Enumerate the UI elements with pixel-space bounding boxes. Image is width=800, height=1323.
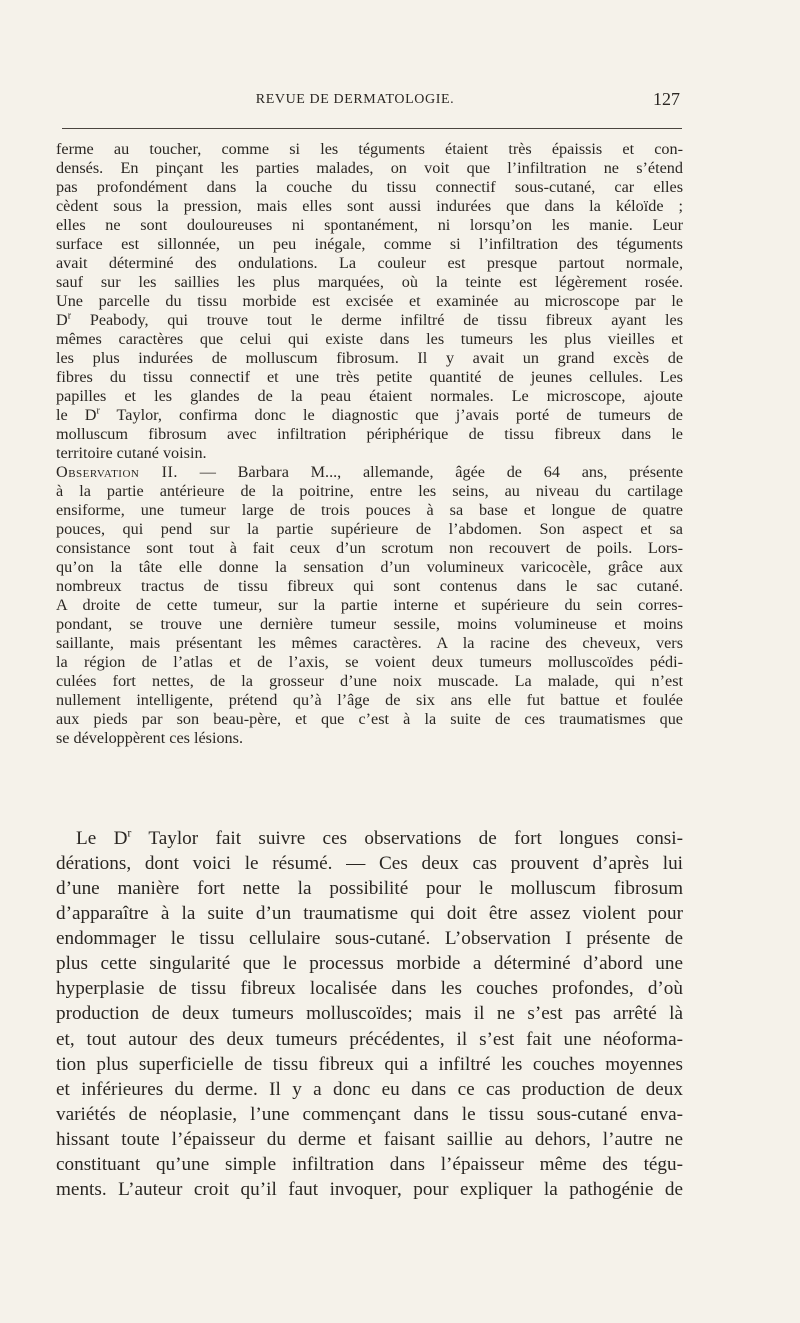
text-line: nombreux tractus de tissu fibreux qui sont contenus dans le sac cutané. [56,577,683,596]
text-line: avait déterminé des ondulations. La couleur est presque partout normale, [56,254,683,273]
text-line: Une parcelle du tissu morbide est excisée et examinée au microscope par le [56,292,683,311]
observation-line: Observation II. — Barbara M..., allemande, âgée de 64 ans, présente [56,463,684,482]
discussion-text [56,826,683,1202]
case-report-text [56,140,683,749]
text-line: mêmes caractères que celui qui existe dans les tumeurs les plus vieilles et [56,330,683,349]
text-line: consistance sont tout à fait ceux d’un scrotum non recouvert de poils. Lors- [56,539,683,558]
text-line: pondant, se trouve une dernière tumeur sessile, moins volumineuse et moins [56,615,683,634]
text-line: surface est sillonnée, un peu inégale, comme si l’infiltration des téguments [56,235,683,254]
text-line: saillante, mais présentant les mêmes caractères. A la racine des cheveux, vers [56,634,683,653]
header-rule [62,128,682,129]
text-line: tion plus superficielle de tissu fibreux qui a infiltré les couches moyennes [56,1053,683,1075]
text-line: d’une manière fort nette la possibilité pour le molluscum fibrosum [56,878,683,900]
text-line: nullement intelligente, prétend qu’à l’âge de six ans elle fut battue et foulée [56,691,683,710]
text-line: production de deux tumeurs molluscoïdes; mais il ne s’est pas arrêté là [56,1003,683,1025]
text-line: sauf sur les saillies les plus marquées, où la teinte est légèrement rosée. [56,273,683,292]
text-line: dérations, dont voici le résumé. — Ces deux cas prouvent d’après lui [56,853,683,875]
text-line: ferme au toucher, comme si les téguments étaient très épaissis et con- [56,140,683,158]
dr-abbrev: $D^r$ [84,405,100,425]
text-line: pouces, qui pend sur la partie supérieure de l’abdomen. Son aspect et sa [56,520,683,539]
dr-abbrev: $D^r$ [113,825,132,849]
text-line: aux pieds par son beau-père, et que c’est à la suite de ces traumatismes que [56,710,683,729]
text-line: variétés de néoplasie, l’une commençant dans le tissu sous-cutané enva- [56,1103,683,1125]
text-line: culées fort nettes, de la grosseur d’une noix muscade. La malade, qui n’est [56,672,683,691]
text-line: hyperplasie de tissu fibreux localisée dans les couches profondes, d’où [56,978,683,1000]
text-line: ments. L’auteur croit qu’il faut invoquer, pour expliquer la pathogénie de [56,1178,683,1200]
text-line: se développèrent ces lésions. [56,729,243,748]
text-line: qu’on la tâte elle donne la sensation d’un volumineux varicocèle, grâce aux [56,558,683,577]
text-line: ensiforme, une tumeur large de trois pouces à sa base et longue de quatre [56,501,683,520]
text-line: les plus indurées de molluscum fibrosum. Il y avait un grand excès de [56,349,683,368]
text-line: pas profondément dans la couche du tissu connectif sous-cutané, car elles [56,178,683,197]
text-line: fibres du tissu connectif et une très petite quantité de jeunes cellules. Les [56,368,683,387]
dr-abbrev: $D^r$ [56,310,72,330]
page-number: 127 [653,89,680,109]
journal-title: REVUE DE DERMATOLOGIE. [255,92,455,107]
text-line: A droite de cette tumeur, sur la partie interne et supérieure du sein corres- [56,596,683,615]
text-line-with-abbrev: le $D^r$ Taylor, confirma donc le diagnostic que j’avais porté de tumeurs de [56,405,683,425]
text-line: territoire cutané voisin. [56,444,207,463]
running-header [62,89,682,113]
text-line: densés. En pinçant les parties malades, on voit que l’infiltration ne s’étend [56,159,683,178]
text-line: endommager le tissu cellulaire sous-cutané. L’observation I présente de [56,928,683,950]
text-line-with-abbrev: $D^r$ Peabody, qui trouve tout le derme infiltré de tissu fibreux ayant les [56,310,684,330]
text-line: à la partie antérieure de la poitrine, entre les seins, au niveau du cartilage [56,482,683,501]
text-line: et inférieures du derme. Il y a donc eu dans ce cas production de deux [56,1078,683,1100]
text-line: plus cette singularité que le processus morbide a déterminé d’abord une [56,953,683,975]
text-line: constituant qu’une simple infiltration dans l’épaisseur même des tégu- [56,1153,683,1175]
text-line: d’apparaître à la suite d’un traumatisme qui doit être assez violent pour [56,903,683,925]
text-line: hissant toute l’épaisseur du derme et faisant saillie au dehors, l’autre ne [56,1128,683,1150]
text-line: la région de l’atlas et de l’axis, se voient deux tumeurs molluscoïdes pédi- [56,653,683,672]
text-line: cèdent sous la pression, mais elles sont aussi indurées que dans la kéloïde ; [56,197,683,216]
text-line: molluscum fibrosum avec infiltration périphérique de tissu fibreux dans le [56,425,683,444]
text-line: et, tout autour des deux tumeurs précédentes, il s’est fait une néoforma- [56,1028,683,1050]
text-line: papilles et les glandes de la peau étaient normales. Le microscope, ajoute [56,387,683,406]
text-line: elles ne sont douloureuses ni spontanément, ni lorsqu’on les manie. Leur [56,216,683,235]
observation-heading: Observation II. [56,463,178,482]
text-line-with-abbrev: Le $D^r$ Taylor fait suivre ces observations de fort longues consi- [76,825,683,849]
